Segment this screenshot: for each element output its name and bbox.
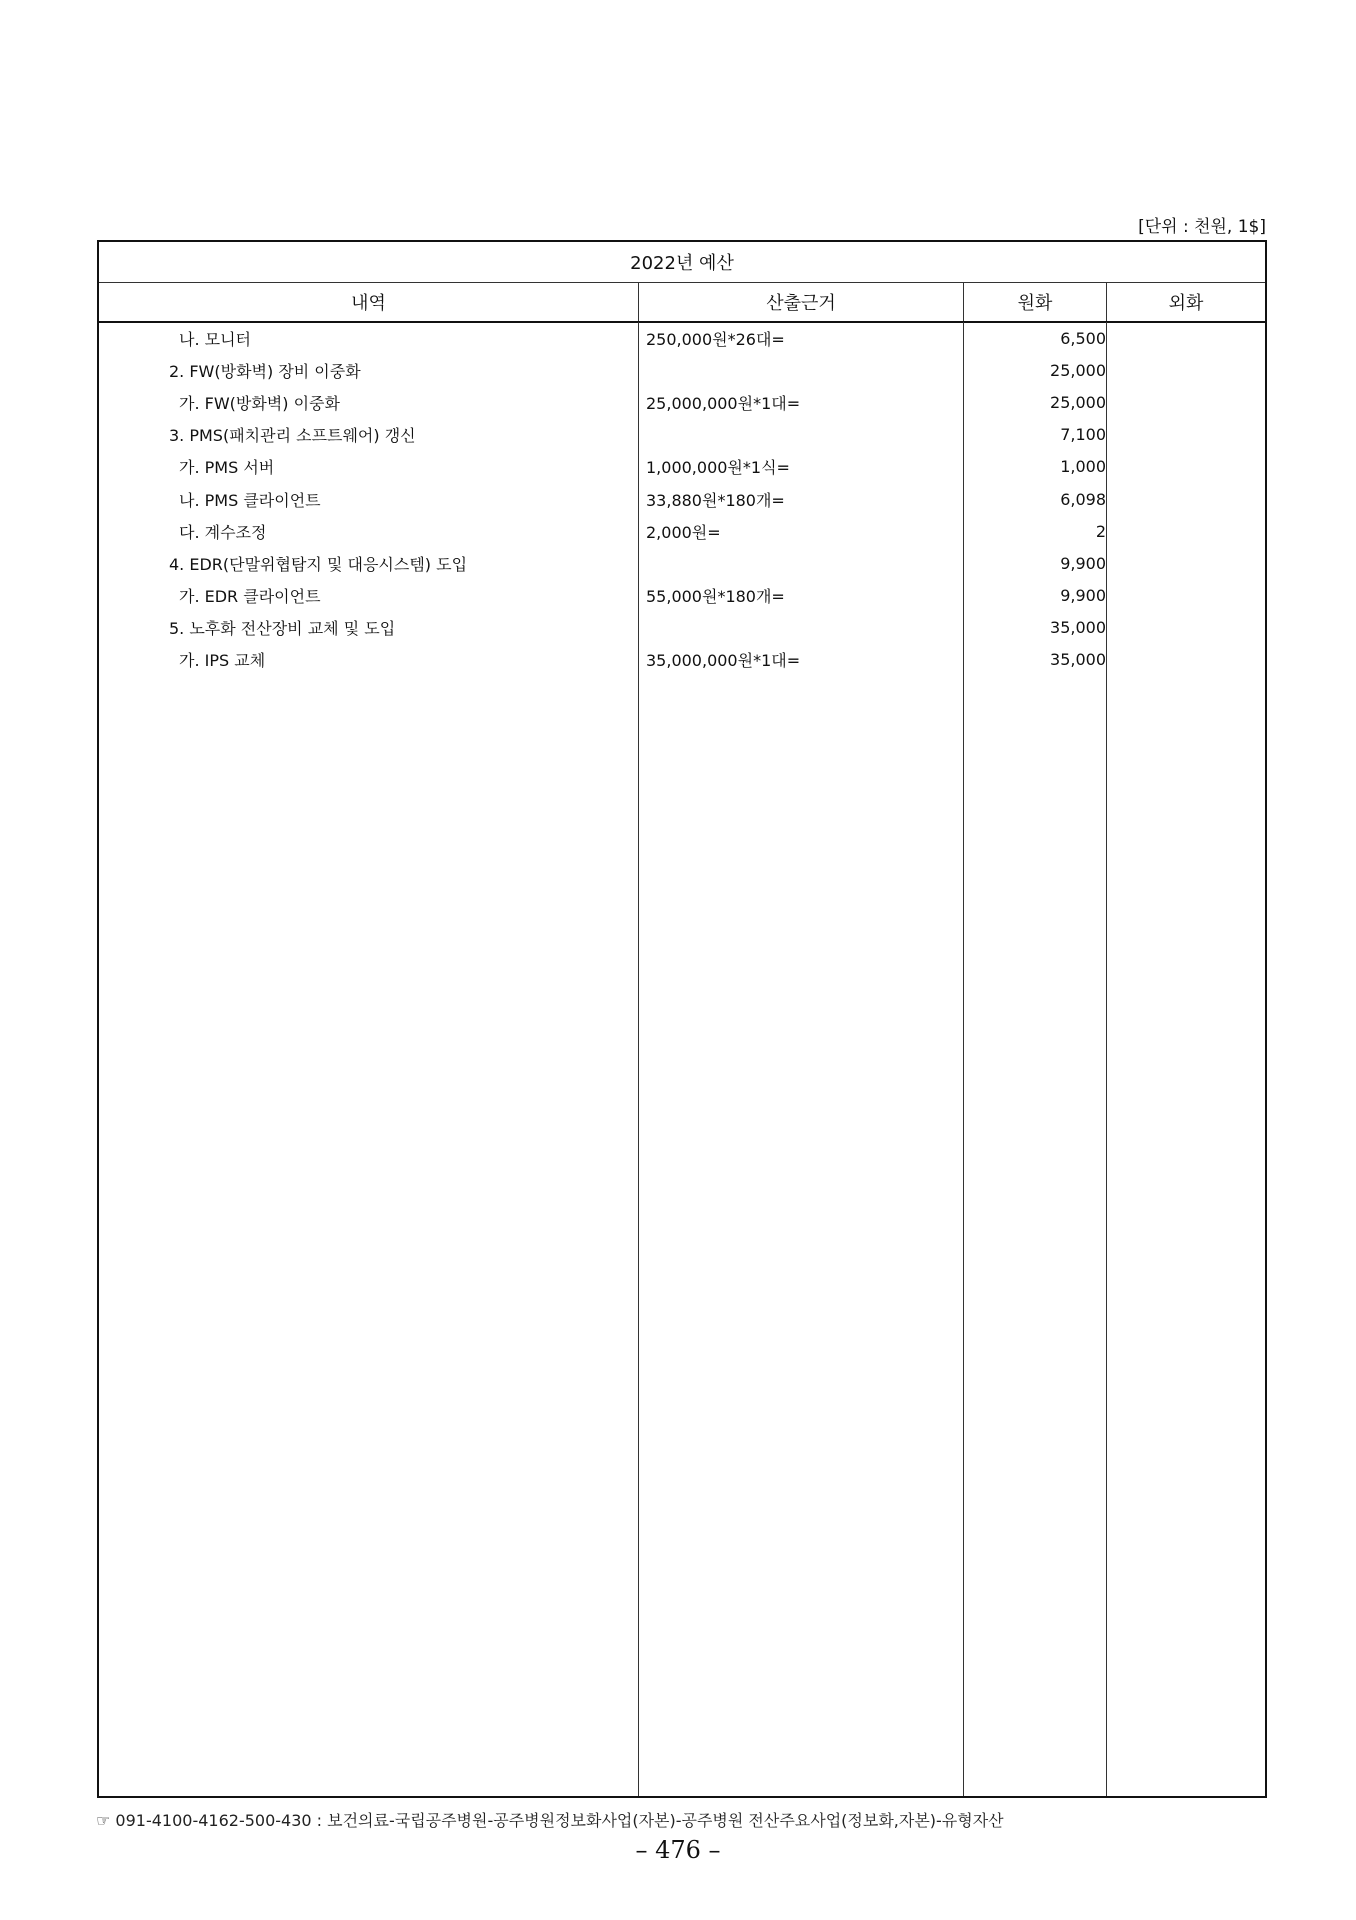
item-cell: 5. 노후화 전산장비 교체 및 도입	[169, 619, 396, 639]
krw-cell: 6,500	[1060, 328, 1106, 348]
fx-cell	[1107, 386, 1265, 418]
item-cell: 가. EDR 클라이언트	[179, 587, 321, 607]
footnote: ☞ 091-4100-4162-500-430 : 보건의료-국립공주병원-공주병원정보화사업(자본)-공주병원 전산주요사업(정보화,자본)-유형자산	[96, 1811, 1004, 1830]
krw-cell: 25,000	[1050, 360, 1106, 380]
item-cell: 가. IPS 교체	[179, 651, 266, 671]
krw-cell: 35,000	[1050, 650, 1106, 670]
table-rows	[99, 322, 1265, 676]
table-row	[99, 580, 1265, 612]
header-krw: 원화	[964, 283, 1107, 321]
table-row	[99, 386, 1265, 418]
item-cell: 가. FW(방화벽) 이중화	[179, 393, 340, 413]
fx-cell	[1107, 354, 1265, 386]
header-basis: 산출근거	[639, 283, 964, 321]
item-cell: 나. PMS 클라이언트	[179, 490, 321, 510]
krw-cell: 2	[1095, 521, 1106, 541]
fx-cell	[1107, 580, 1265, 612]
fx-cell	[1107, 515, 1265, 547]
basis-cell: 2,000원=	[646, 522, 721, 542]
basis-cell	[639, 547, 964, 579]
table-body	[99, 322, 1265, 1796]
table-row	[99, 419, 1265, 451]
fx-cell	[1107, 451, 1265, 483]
basis-cell	[639, 612, 964, 644]
fx-cell	[1107, 322, 1265, 354]
item-cell: 나. 모니터	[179, 329, 251, 349]
table-row	[99, 547, 1265, 579]
unit-label: [단위 : 천원, 1$]	[1138, 217, 1266, 237]
krw-cell: 7,100	[1060, 425, 1106, 445]
fx-cell	[1107, 644, 1265, 676]
fx-cell	[1107, 547, 1265, 579]
basis-cell: 35,000,000원*1대=	[646, 651, 801, 671]
table-row	[99, 322, 1265, 354]
basis-cell: 25,000,000원*1대=	[646, 393, 801, 413]
budget-table	[97, 240, 1267, 1798]
table-title: 2022년 예산	[99, 242, 1265, 283]
krw-cell: 6,098	[1060, 489, 1106, 509]
krw-cell: 35,000	[1050, 618, 1106, 638]
table-row	[99, 644, 1265, 676]
krw-cell: 25,000	[1050, 392, 1106, 412]
table-row	[99, 483, 1265, 515]
basis-cell: 1,000,000원*1식=	[646, 458, 790, 478]
item-cell: 다. 계수조정	[179, 522, 267, 542]
page-number: – 476 –	[635, 1836, 721, 1864]
krw-cell: 1,000	[1060, 457, 1106, 477]
item-cell: 가. PMS 서버	[179, 458, 275, 478]
fx-cell	[1107, 419, 1265, 451]
table-row	[99, 612, 1265, 644]
fx-cell	[1107, 483, 1265, 515]
table-row	[99, 354, 1265, 386]
table-header-row	[99, 283, 1265, 323]
item-cell: 2. FW(방화벽) 장비 이중화	[169, 361, 361, 381]
item-cell: 3. PMS(패치관리 소프트웨어) 갱신	[169, 426, 416, 446]
basis-cell	[639, 354, 964, 386]
fx-cell	[1107, 612, 1265, 644]
krw-cell: 9,900	[1060, 553, 1106, 573]
basis-cell	[639, 419, 964, 451]
header-fx: 외화	[1168, 293, 1204, 314]
basis-cell: 33,880원*180개=	[646, 490, 785, 510]
basis-cell: 55,000원*180개=	[646, 587, 785, 607]
table-row	[99, 451, 1265, 483]
basis-cell: 250,000원*26대=	[646, 329, 785, 349]
table-row	[99, 515, 1265, 547]
krw-cell: 9,900	[1060, 586, 1106, 606]
header-item: 내역	[99, 283, 639, 321]
item-cell: 4. EDR(단말위협탐지 및 대응시스템) 도입	[169, 554, 468, 574]
